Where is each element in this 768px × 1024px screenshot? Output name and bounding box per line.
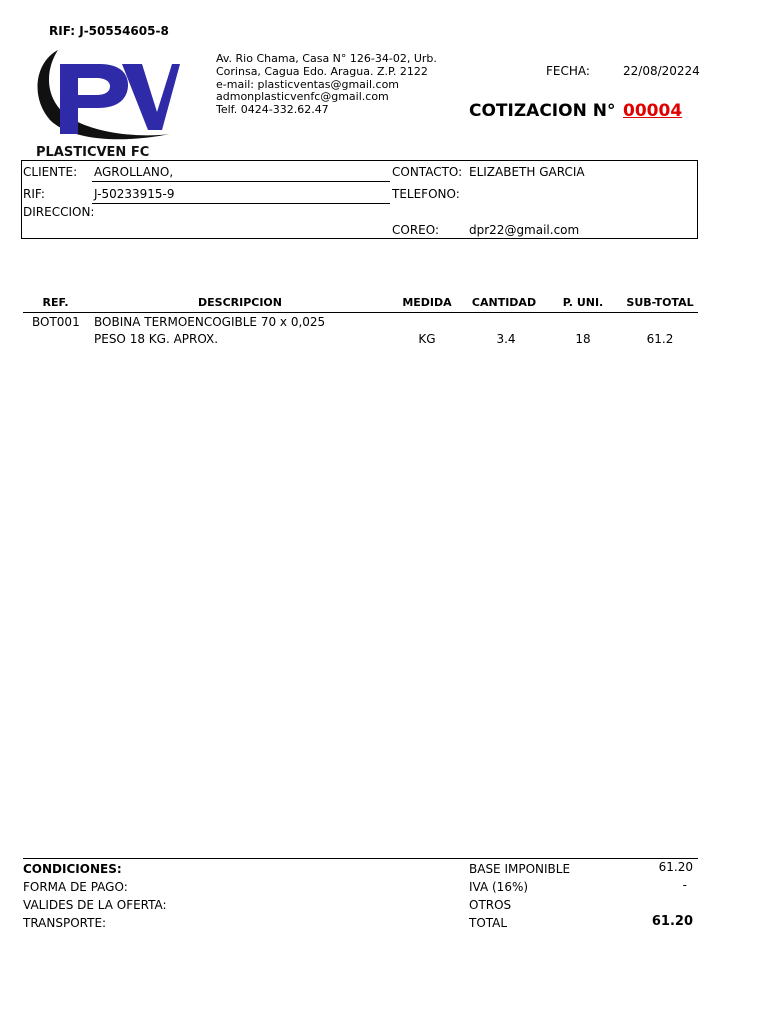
total-value: 61.20 [651,914,693,929]
row-ref: BOT001 [32,315,80,329]
base-imponible-label: BASE IMPONIBLE [469,862,571,876]
total-label: TOTAL [469,916,508,930]
header-sub-total: SUB-TOTAL [626,296,694,309]
address-line-1: Av. Rio Chama, Casa N° 126-34-02, Urb. [216,52,437,65]
direccion-label: DIRECCION: [23,205,95,219]
row-cantidad: 3.4 [496,332,516,346]
cliente-underline [92,181,390,182]
fecha-label: FECHA: [546,64,590,78]
cliente-label: CLIENTE: [23,165,78,179]
phone-line: Telf. 0424-332.62.47 [216,103,329,116]
condiciones-label: CONDICIONES: [23,862,122,876]
cliente-value: AGROLLANO, [94,165,174,179]
coreo-label: COREO: [392,223,440,237]
transporte-label: TRANSPORTE: [23,916,107,930]
row-medida: KG [418,332,436,346]
email-line-2: admonplasticvenfc@gmail.com [216,90,389,103]
address-line-2: Corinsa, Cagua Edo. Aragua. Z.P. 2122 [216,65,428,78]
row-descripcion-1: BOBINA TERMOENCOGIBLE 70 x 0,025 [94,315,326,329]
row-p-uni: 18 [575,332,591,346]
header-descripcion: DESCRIPCION [198,296,282,309]
validez-label: VALIDES DE LA OFERTA: [23,898,167,912]
base-imponible-value: 61.20 [658,860,693,874]
coreo-value: dpr22@gmail.com [469,223,580,237]
footer-divider [23,858,698,859]
row-sub-total: 61.2 [646,332,674,346]
forma-pago-label: FORMA DE PAGO: [23,880,128,894]
contacto-value: ELIZABETH GARCIA [469,165,585,179]
contacto-label: CONTACTO: [392,165,463,179]
header-cantidad: CANTIDAD [471,296,537,309]
company-logo [30,42,200,160]
rif-underline [92,203,390,204]
header-medida: MEDIDA [402,296,452,309]
email-line-1: e-mail: plasticventas@gmail.com [216,78,400,91]
fecha-value: 22/08/20224 [623,64,700,78]
rif-value: J-50233915-9 [94,187,175,201]
header-underline [23,312,698,313]
iva-label: IVA (16%) [469,880,529,894]
company-rif: RIF: J-50554605-8 [49,24,169,38]
row-descripcion-2: PESO 18 KG. APROX. [94,332,219,346]
logo-wordmark: PLASTICVEN FC [36,145,150,160]
iva-value: - [682,878,687,892]
telefono-label: TELEFONO: [392,187,460,201]
header-p-uni: P. UNI. [562,296,604,309]
cotizacion-label: COTIZACION N° [469,101,616,121]
header-ref: REF. [42,296,69,309]
otros-label: OTROS [469,898,512,912]
cotizacion-number: 00004 [623,101,683,121]
rif-label: RIF: [23,187,45,201]
